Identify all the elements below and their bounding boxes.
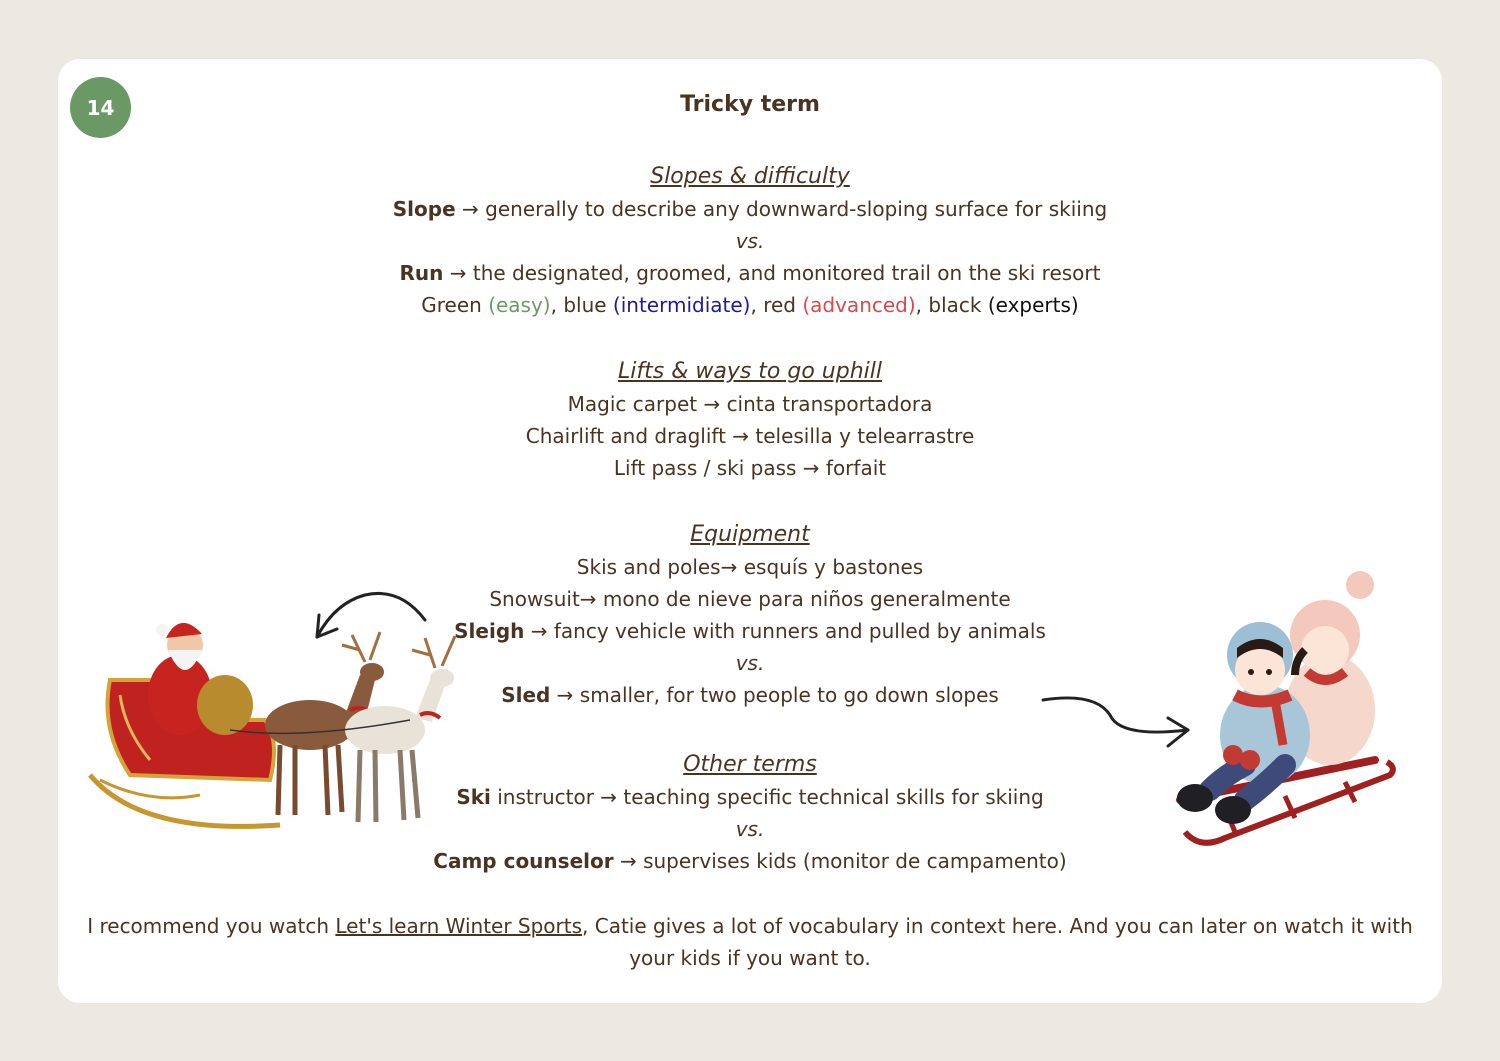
page-title: Tricky term	[680, 92, 820, 117]
section-heading-slopes: Slopes & difficulty	[650, 164, 850, 189]
reindeer-icon	[345, 636, 455, 822]
section-heading-equipment: Equipment	[690, 522, 810, 547]
page-number-badge: 14	[70, 77, 131, 138]
advanced-label: (advanced)	[802, 293, 916, 317]
sled-definition: Sled → smaller, for two people to go down slopes	[501, 683, 999, 707]
camp-counselor-definition: Camp counselor → supervises kids (monitor de campamento)	[433, 849, 1067, 873]
section-heading-lifts: Lifts & ways to go uphill	[618, 359, 882, 384]
lift-item: Lift pass / ski pass → forfait	[613, 456, 887, 480]
equipment-item: Snowsuit→ mono de nieve para niños generalmente	[489, 587, 1011, 611]
section-heading-other: Other terms	[683, 752, 817, 777]
ski-instructor-definition: Ski instructor → teaching specific technical skills for skiing	[456, 785, 1044, 809]
experts-label: (experts)	[987, 293, 1079, 317]
intermediate-label: (intermidiate)	[612, 293, 751, 317]
arrow-left-icon	[305, 585, 435, 650]
recommendation-paragraph: I recommend you watch Let's learn Winter Sports, Catie gives a lot of vocabulary in context here. And you can later on watch it with your kids if you want to.	[87, 914, 1413, 970]
vs-label: vs.	[735, 229, 765, 253]
run-definition: Run → the designated, groomed, and monitored trail on the ski resort	[399, 261, 1101, 285]
vs-label: vs.	[735, 651, 765, 675]
lift-item: Chairlift and draglift → telesilla y telearrastre	[525, 424, 975, 448]
kids-sled-illustration	[1165, 570, 1400, 855]
video-link[interactable]: Let's learn Winter Sports	[335, 914, 583, 938]
vs-label: vs.	[735, 817, 765, 841]
equipment-item: Skis and poles→ esquís y bastones	[576, 555, 924, 579]
slope-definition: Slope → generally to describe any downward-sloping surface for skiing	[392, 197, 1108, 221]
easy-label: (easy)	[488, 293, 551, 317]
difficulty-colors: Green (easy), blue (intermidiate), red (advanced), black (experts)	[421, 293, 1079, 317]
sleigh-definition: Sleigh → fancy vehicle with runners and pulled by animals	[454, 619, 1046, 643]
lift-item: Magic carpet → cinta transportadora	[567, 392, 933, 416]
